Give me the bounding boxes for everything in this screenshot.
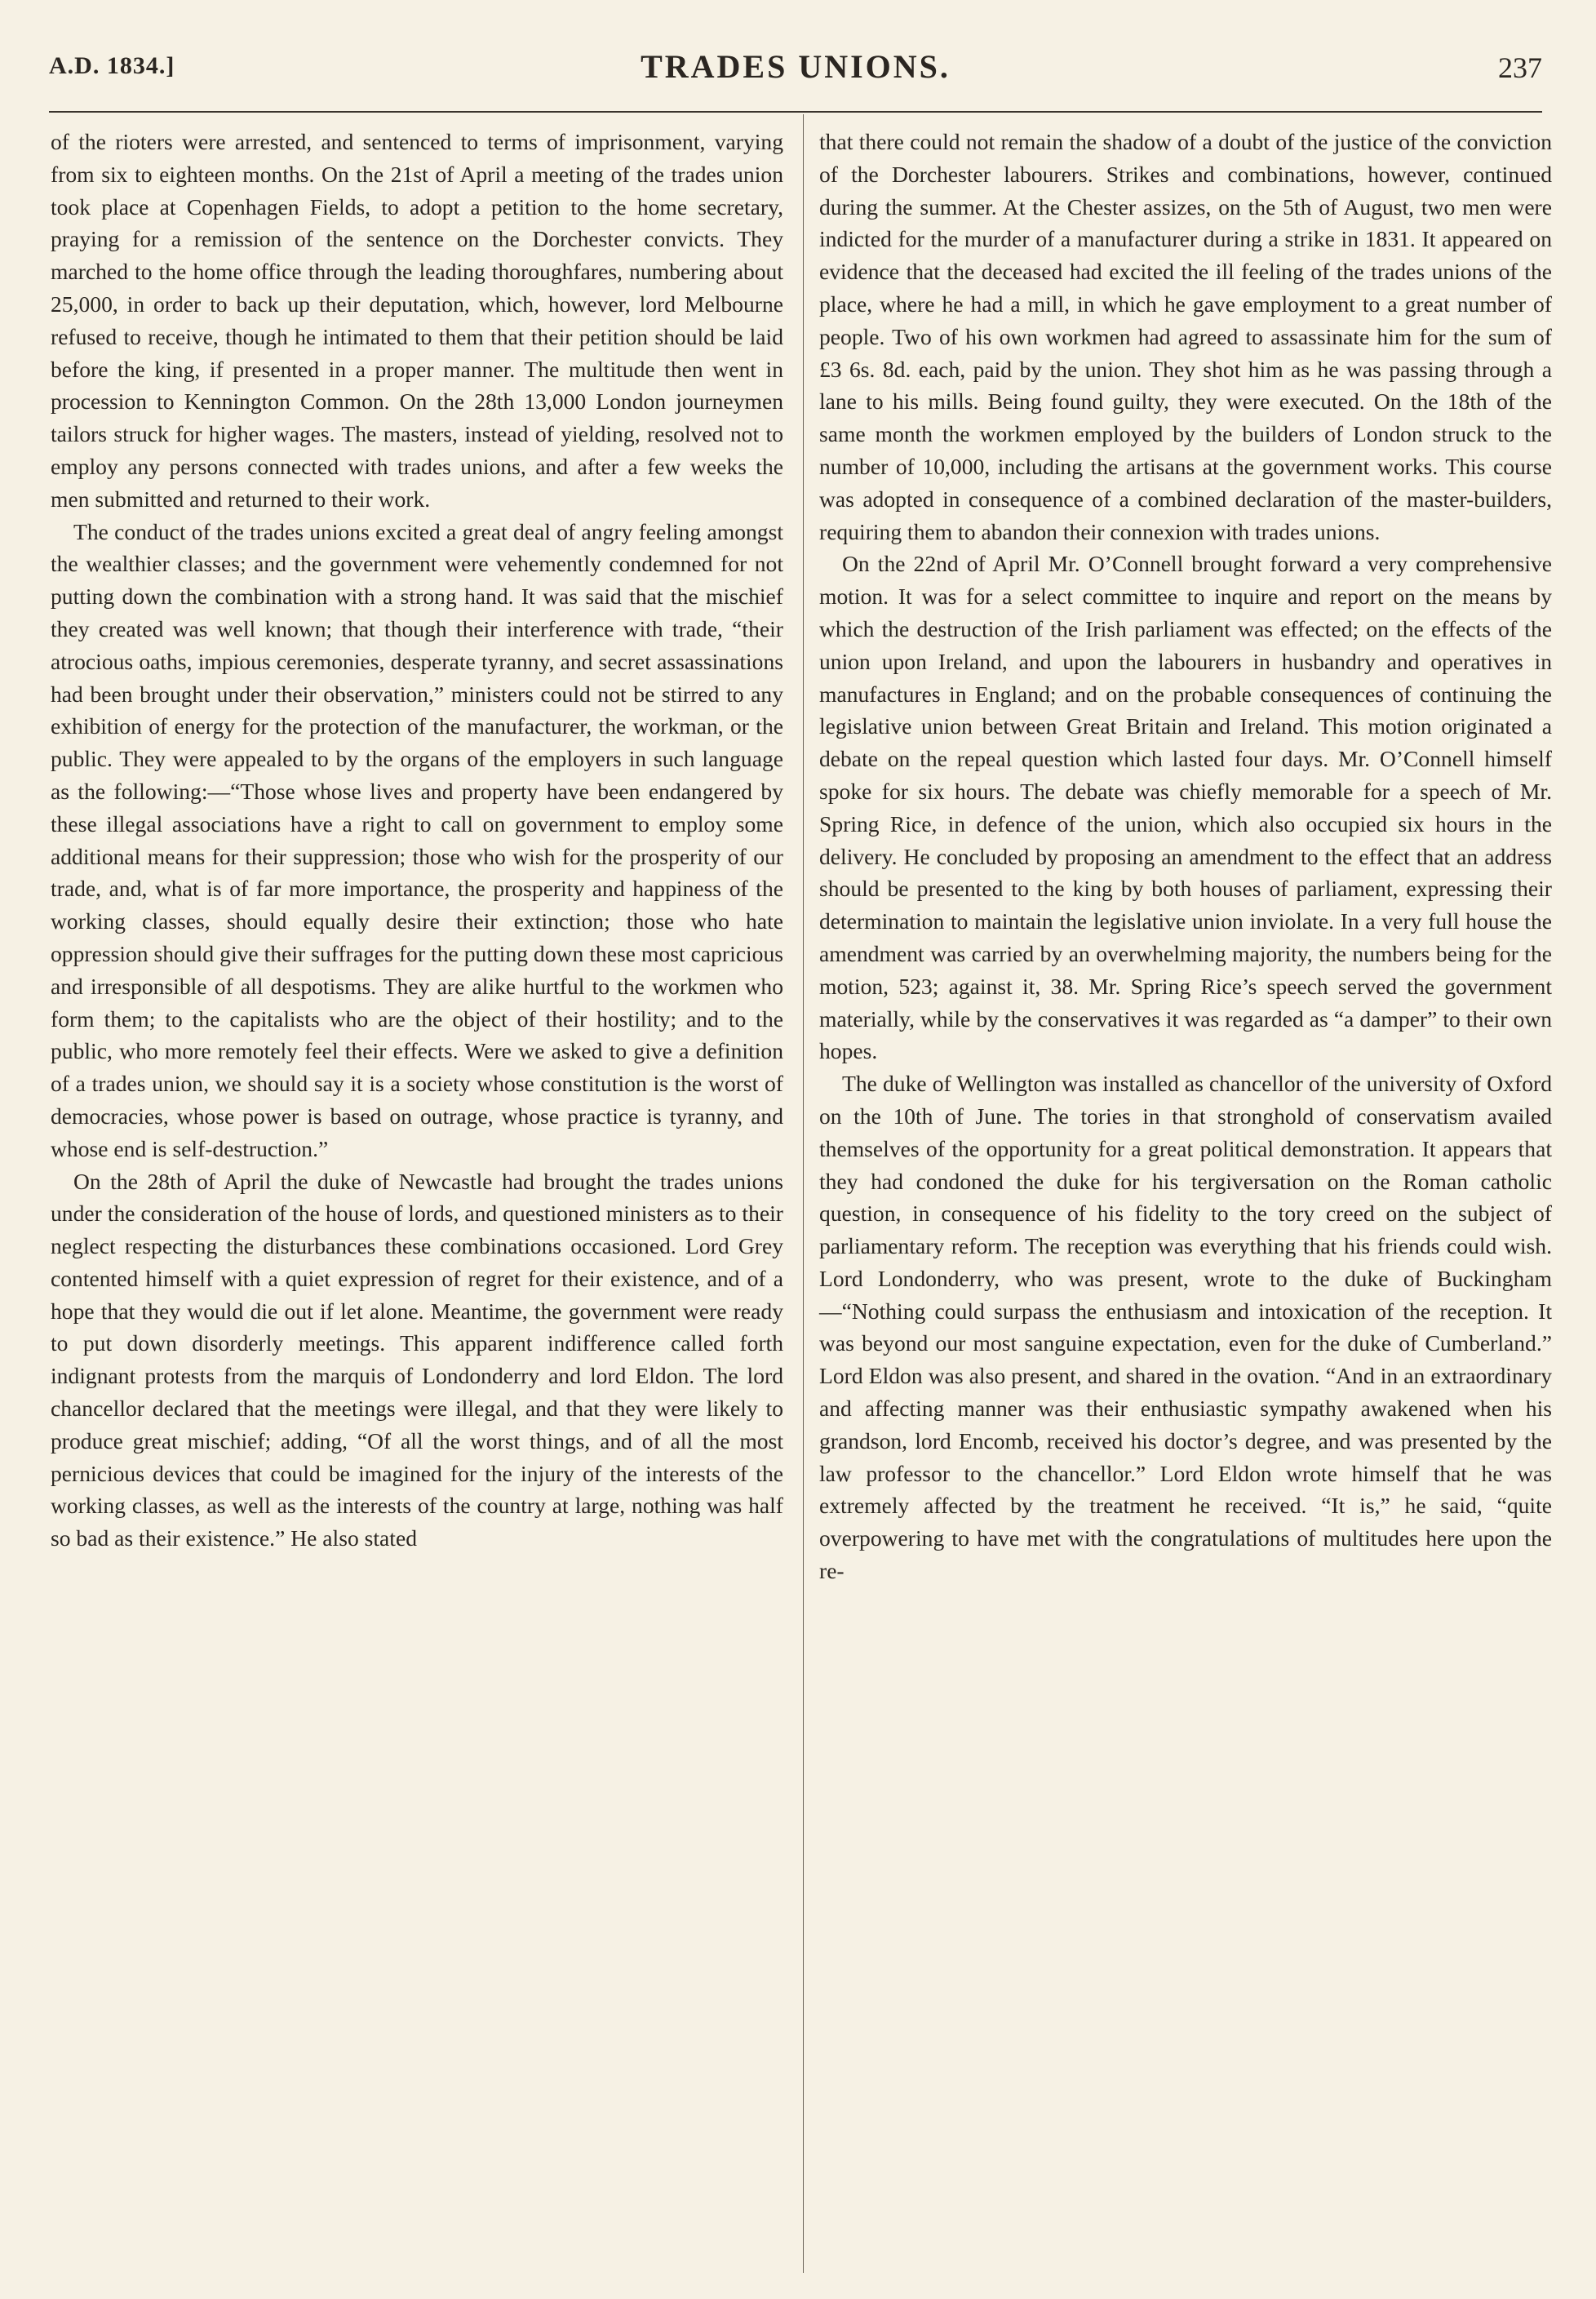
left-column: [51, 126, 783, 1555]
right-column: [819, 126, 1552, 1587]
left-paragraph-3: On the 28th of April the duke of Newcastle had brought the trades unions under the consideration of the house of lords, and questioned ministers as to their neglect respecting the disturbances these combinations occasioned. Lord Grey contented himself with a quiet expression of regret for their existence, and of a hope that they would die out if let alone. Meantime, the government were ready to put down disorderly meetings. This apparent indifference called forth indignant protests from the marquis of Londonderry and lord Eldon. The lord chancellor declared that the meetings were illegal, and that they were likely to produce great mischief; adding, “Of all the worst things, and of all the most pernicious devices that could be imagined for the injury of the interests of the working classes, as well as the interests of the country at large, nothing was half so bad as their existence.” He also stated: [51, 1168, 783, 1551]
right-paragraph-1: that there could not remain the shadow of a doubt of the justice of the conviction of the Dorchester labourers. Strikes and combinations, however, continued during the summer. At the Chester assizes, on the 5th of August, two men were indicted for the murder of a manufacturer during a strike in 1831. It appeared on evidence that the deceased had excited the ill feeling of the trades unions of the place, where he had a mill, in which he gave employment to a great number of people. Two of his own workmen had agreed to assassinate him for the sum of £3 6s. 8d. each, paid by the union. They shot him as he was passing through a lane to his mills. Being found guilty, they were executed. On the 18th of the same month the workmen employed by the builders of London struck to the number of 10,000, including the artisans at the government works. This course was adopted in consequence of a combined declaration of the master-builders, requiring them to abandon their connexion with trades unions.: [819, 129, 1552, 544]
column-divider: [803, 114, 804, 2273]
running-head: [49, 44, 1542, 93]
left-paragraph-1: of the rioters were arrested, and sentenced to terms of imprisonment, varying from six to eighteen months. On the 21st of April a meeting of the trades union took place at Copenhagen Fields, to adopt a petition to the home secretary, praying for a remission of the sentence on the Dorchester convicts. They marched to the home office through the leading thoroughfares, numbering about 25,000, in order to back up their deputation, which, however, lord Melbourne refused to receive, though he intimated to them that their petition should be laid before the king, if presented in a proper manner. The multitude then went in procession to Kennington Common. On the 28th 13,000 London journeymen tailors struck for higher wages. The masters, instead of yielding, resolved not to employ any persons connected with trades unions, and after a few weeks the men submitted and returned to their work.: [51, 129, 783, 512]
right-paragraph-3: The duke of Wellington was installed as chancellor of the university of Oxford on the 10th of June. The tories in that stronghold of conservatism availed themselves of the opportunity for a great political demonstration. It appears that they had condoned the duke for his tergiversation on the Roman catholic question, in consequence of his fidelity to the tory creed on the subject of parliamentary reform. The reception was everything that his friends could wish. Lord Londonderry, who was present, wrote to the duke of Buckingham—“Nothing could surpass the enthusiasm and intoxication of the reception. It was beyond our most sanguine expectation, even for the duke of Cumberland.” Lord Eldon was also present, and shared in the ovation. “And in an extraordinary and affecting manner was their enthusiastic sympathy awakened when his grandson, lord Encomb, received his doctor’s degree, and was presented by the law professor to the chancellor.” Lord Eldon wrote himself that he was extremely affected by the treatment he received. “It is,” he said, “quite overpowering to have met with the congratulations of multitudes here upon the re-: [819, 1071, 1552, 1584]
page-title: TRADES UNIONS.: [641, 48, 951, 85]
header-year: A.D. 1834.]: [49, 52, 175, 79]
right-paragraph-2: On the 22nd of April Mr. O’Connell brought forward a very comprehensive motion. It was for a select committee to inquire and report on the means by which the destruction of the Irish parliament was effected; on the effects of the union upon Ireland, and upon the labourers in husbandry and operatives in manufactures in England; and on the probable consequences of continuing the legislative union between Great Britain and Ireland. This motion originated a debate on the repeal question which lasted four days. Mr. O’Connell himself spoke for six hours. The debate was chiefly memorable for a speech of Mr. Spring Rice, in defence of the union, which also occupied six hours in the delivery. He concluded by proposing an amendment to the effect that an address should be presented to the king by both houses of parliament, expressing their determination to maintain the legislative union inviolate. In a very full house the amendment was carried by an overwhelming majority, the numbers being for the motion, 523; against it, 38. Mr. Spring Rice’s speech served the government materially, while by the conservatives it was regarded as “a damper” to their own hopes.: [819, 551, 1552, 1064]
header-rule: [49, 111, 1542, 113]
left-paragraph-2: The conduct of the trades unions excited a great deal of angry feeling amongst the wealthier classes; and the government were vehemently condemned for not putting down the combination with a strong hand. It was said that the mischief they created was well known; that though their interference with trade, “their atrocious oaths, impious ceremonies, desperate tyranny, and secret assassinations had been brought under their observation,” ministers could not be stirred to any exhibition of energy for the protection of the manufacturer, the workman, or the public. They were appealed to by the organs of the employers in such language as the following:—“Those whose lives and property have been endangered by these illegal associations have a right to call on government to employ some additional means for their suppression; those who wish for the prosperity of our trade, and, what is of far more importance, the prosperity and happiness of the working classes, should equally desire their extinction; those who hate oppression should give their suffrages for the putting down these most capricious and irresponsible of all despotisms. They are alike hurtful to the workmen who form them; to the capitalists who are the object of their hostility; and to the public, who more remotely feel their effects. Were we asked to give a definition of a trades union, we should say it is a society whose constitution is the worst of democracies, whose power is based on outrage, whose practice is tyranny, and whose end is self-destruction.”: [51, 518, 783, 1161]
page-number: 237: [1498, 51, 1542, 84]
